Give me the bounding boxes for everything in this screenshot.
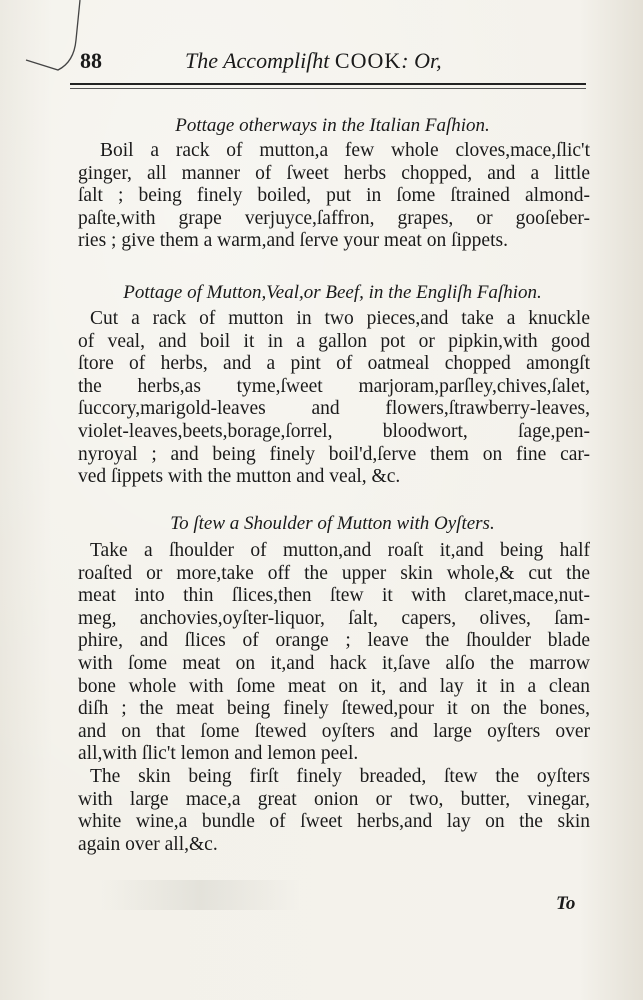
section-title-italian-pottage: Pottage otherways in the Italian Faſhion. xyxy=(175,115,490,136)
recipe-stewed-mutton-oysters xyxy=(78,540,590,856)
text-line: phire, and ſlices of orange ; leave the ſhoulder blade xyxy=(78,630,590,652)
header-rule-thin xyxy=(70,88,586,89)
section-title-stewed-mutton: To ſtew a Shoulder of Mutton with Oyſters. xyxy=(170,513,495,534)
catchword: To xyxy=(556,893,576,914)
running-title-caps: COOK xyxy=(334,48,402,73)
section-title-english-pottage: Pottage of Mutton,Veal,or Beef, in the Engliſh Faſhion. xyxy=(123,282,542,303)
text-line: and on that ſome ſtewed oyſters and large oyſters over xyxy=(78,720,590,742)
text-line: with ſome meat on it,and hack it,ſave alſo the marrow xyxy=(78,652,590,674)
bleed-through-smudge xyxy=(100,880,300,910)
header-rule xyxy=(70,83,586,85)
text-line: bone whole with ſome meat on it, and lay it in a clean xyxy=(78,675,590,697)
text-line: ſalt ; being finely boiled, put in ſome ſtrained almond- xyxy=(78,185,590,207)
text-line: diſh ; the meat being finely ſtewed,pour it on the bones, xyxy=(78,698,590,720)
text-line: the herbs,as tyme,ſweet marjoram,parſley,chives,ſalet, xyxy=(78,375,590,397)
running-header xyxy=(58,40,586,80)
text-line: of veal, and boil it in a gallon pot or pipkin,with good xyxy=(78,330,590,352)
text-line: with large mace,a great onion or two, butter, vinegar, xyxy=(78,788,590,810)
running-title xyxy=(185,48,442,74)
text-line: violet-leaves,beets,borage,ſorrel, bloodwort, ſage,pen- xyxy=(78,420,590,442)
text-line: ries ; give them a warm,and ſerve your meat on ſippets. xyxy=(78,230,508,252)
text-line: ved ſippets with the mutton and veal, &c. xyxy=(78,466,401,488)
text-line: white wine,a bundle of ſweet herbs,and lay on the skin xyxy=(78,811,590,833)
running-title-italic: The Accompliſht xyxy=(185,48,330,73)
text-line: Boil a rack of mutton,a few whole cloves,mace,ſlic't xyxy=(100,140,590,161)
text-line: ginger, all manner of ſweet herbs chopped, and a little xyxy=(78,162,590,184)
text-line: roaſted or more,take off the upper skin whole,& cut the xyxy=(78,562,590,584)
text-line: The skin being firſt finely breaded, ſtew the oyſters xyxy=(90,765,590,787)
text-line: ſtore of herbs, and a pint of oatmeal chopped amongſt xyxy=(78,353,590,375)
text-line: meg, anchovies,oyſter-liquor, ſalt, capers, olives, ſam- xyxy=(78,607,590,629)
text-line: Cut a rack of mutton in two pieces,and take a knuckle xyxy=(90,308,590,329)
text-line: meat into thin ſlices,then ſtew it with claret,mace,nut- xyxy=(78,585,590,607)
text-line: all,with ſlic't lemon and lemon peel. xyxy=(78,743,359,765)
text-line: nyroyal ; and being finely boil'd,ſerve them on fine car- xyxy=(78,443,590,465)
text-line: paſte,with grape verjuyce,ſaffron, grapes, or gooſeber- xyxy=(78,207,590,229)
recipe-english-pottage xyxy=(78,308,590,489)
page-number: 88 xyxy=(80,48,102,73)
text-line: again over all,&c. xyxy=(78,833,218,855)
recipe-italian-pottage xyxy=(78,140,590,253)
running-title-end: : Or, xyxy=(401,48,442,73)
text-line: ſuccory,marigold-leaves and flowers,ſtrawberry-leaves, xyxy=(78,398,590,420)
text-line: Take a ſhoulder of mutton,and roaſt it,and being half xyxy=(90,540,590,561)
